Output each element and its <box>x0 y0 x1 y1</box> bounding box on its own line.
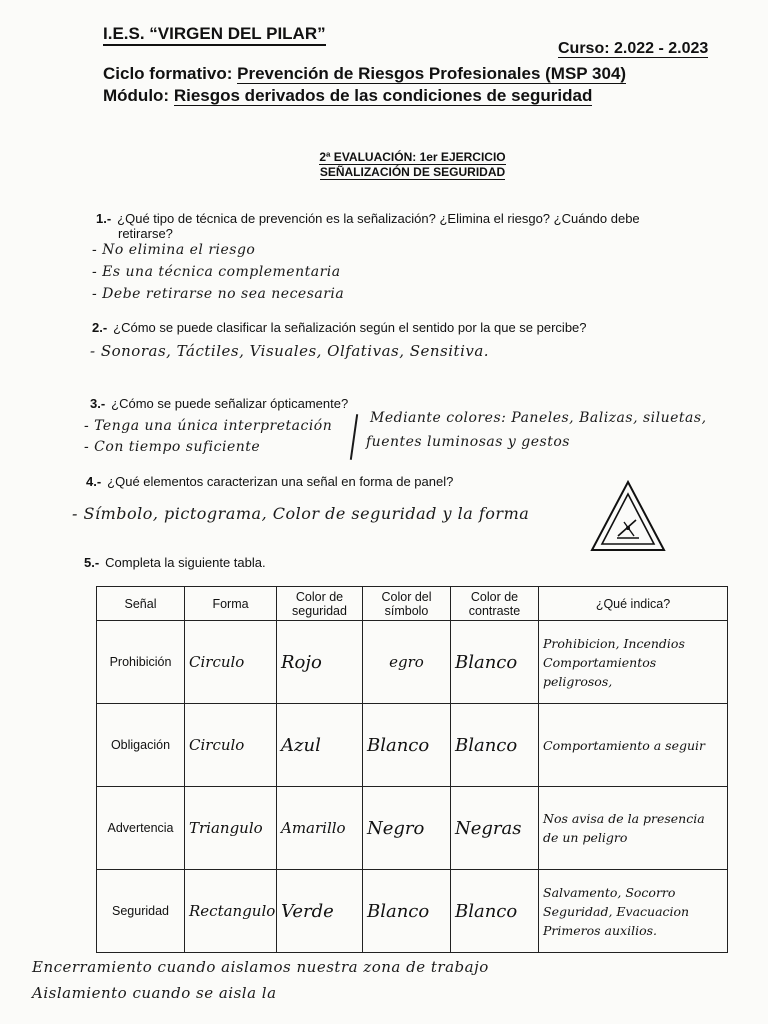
table-header: Color del símbolo <box>363 587 451 621</box>
cell-color-simbolo: egro <box>363 621 451 704</box>
cell-que-indica: Nos avisa de la presencia de un peligro <box>539 787 728 870</box>
cell-color-contraste: Blanco <box>451 704 539 787</box>
question-number: 4.- <box>86 474 102 489</box>
cell-color-contraste: Blanco <box>451 621 539 704</box>
answer-1-line1: - No elimina el riesgo <box>92 242 256 258</box>
modulo <box>103 86 592 106</box>
cell-color-seguridad: Amarillo <box>277 787 363 870</box>
answer-3-line2: - Con tiempo suficiente <box>84 439 261 455</box>
table-row <box>97 621 728 704</box>
cell-color-contraste: Negras <box>451 787 539 870</box>
cell-que-indica: Salvamento, Socorro Seguridad, Evacuacion Primeros auxilios. <box>539 870 728 953</box>
question-1-cont: retirarse? <box>118 226 173 241</box>
evaluation-title <box>290 150 535 180</box>
cell-color-simbolo: Blanco <box>363 704 451 787</box>
cell-senal: Advertencia <box>97 787 185 870</box>
footer-note-1: Encerramiento cuando aislamos nuestra zona de trabajo <box>32 958 489 976</box>
question-4 <box>86 474 453 489</box>
cell-forma: Rectangulo <box>185 870 277 953</box>
course-year: Curso: 2.022 - 2.023 <box>558 40 709 57</box>
table-row <box>97 870 728 953</box>
answer-4: - Símbolo, pictograma, Color de seguridad y la forma <box>72 504 530 523</box>
cell-color-simbolo: Negro <box>363 787 451 870</box>
ciclo-value: Prevención de Riesgos Profesionales (MSP 304) <box>237 64 627 83</box>
answer-1-line3: - Debe retirarse no sea necesaria <box>92 286 345 302</box>
table-header: Color de contraste <box>451 587 539 621</box>
question-5 <box>84 555 266 570</box>
cell-color-seguridad: Azul <box>277 704 363 787</box>
cell-forma: Circulo <box>185 704 277 787</box>
answer-2: - Sonoras, Táctiles, Visuales, Olfativas, Sensitiva. <box>90 342 490 360</box>
table-header-row <box>97 587 728 621</box>
question-2 <box>92 320 587 335</box>
question-number: 3.- <box>90 396 106 411</box>
table-header: Señal <box>97 587 185 621</box>
ciclo-label: Ciclo formativo: <box>103 64 233 83</box>
cell-senal: Seguridad <box>97 870 185 953</box>
cell-senal: Prohibición <box>97 621 185 704</box>
question-text: ¿Cómo se puede señalizar ópticamente? <box>111 396 349 411</box>
cell-senal: Obligación <box>97 704 185 787</box>
modulo-value: Riesgos derivados de las condiciones de seguridad <box>173 86 593 105</box>
answer-divider <box>350 414 358 460</box>
cell-color-seguridad: Verde <box>277 870 363 953</box>
answer-3-line1: - Tenga una única interpretación <box>84 418 333 434</box>
question-text: Completa la siguiente tabla. <box>105 555 266 570</box>
warning-sign-drawing-icon <box>588 478 668 556</box>
table-header: Forma <box>185 587 277 621</box>
question-3 <box>90 396 348 411</box>
cell-color-simbolo: Blanco <box>363 870 451 953</box>
question-text: ¿Cómo se puede clasificar la señalización según el sentido por la que se percibe? <box>113 320 587 335</box>
modulo-label: Módulo: <box>103 86 170 105</box>
cell-forma: Circulo <box>185 621 277 704</box>
table-header: Color de seguridad <box>277 587 363 621</box>
question-text: ¿Qué tipo de técnica de prevención es la señalización? ¿Elimina el riesgo? ¿Cuándo debe <box>117 211 640 226</box>
school-name: I.E.S. “VIRGEN DEL PILAR” <box>103 24 326 44</box>
cell-color-seguridad: Rojo <box>277 621 363 704</box>
cell-que-indica: Prohibicion, Incendios Comportamientos peligrosos, <box>539 621 728 704</box>
question-text: ¿Qué elementos caracterizan una señal en forma de panel? <box>107 474 454 489</box>
cell-color-contraste: Blanco <box>451 870 539 953</box>
footer-note-2: Aislamiento cuando se aisla la <box>32 984 277 1002</box>
table-row <box>97 704 728 787</box>
question-number: 2.- <box>92 320 108 335</box>
cell-que-indica: Comportamiento a seguir <box>539 704 728 787</box>
question-1 <box>96 211 726 226</box>
answer-3-line3: Mediante colores: Paneles, Balizas, siluetas, <box>370 410 707 426</box>
evaluation-line2: SEÑALIZACIÓN DE SEGURIDAD <box>319 165 506 179</box>
cell-forma: Triangulo <box>185 787 277 870</box>
answer-1-line2: - Es una técnica complementaria <box>92 264 341 280</box>
evaluation-line1: 2ª EVALUACIÓN: 1er EJERCICIO <box>319 150 506 164</box>
question-number: 5.- <box>84 555 100 570</box>
ciclo-formativo <box>103 64 626 84</box>
table-header: ¿Qué indica? <box>539 587 728 621</box>
answer-3-line4: fuentes luminosas y gestos <box>366 434 570 450</box>
question-number: 1.- <box>96 211 112 226</box>
signal-table <box>96 586 728 953</box>
table-row <box>97 787 728 870</box>
